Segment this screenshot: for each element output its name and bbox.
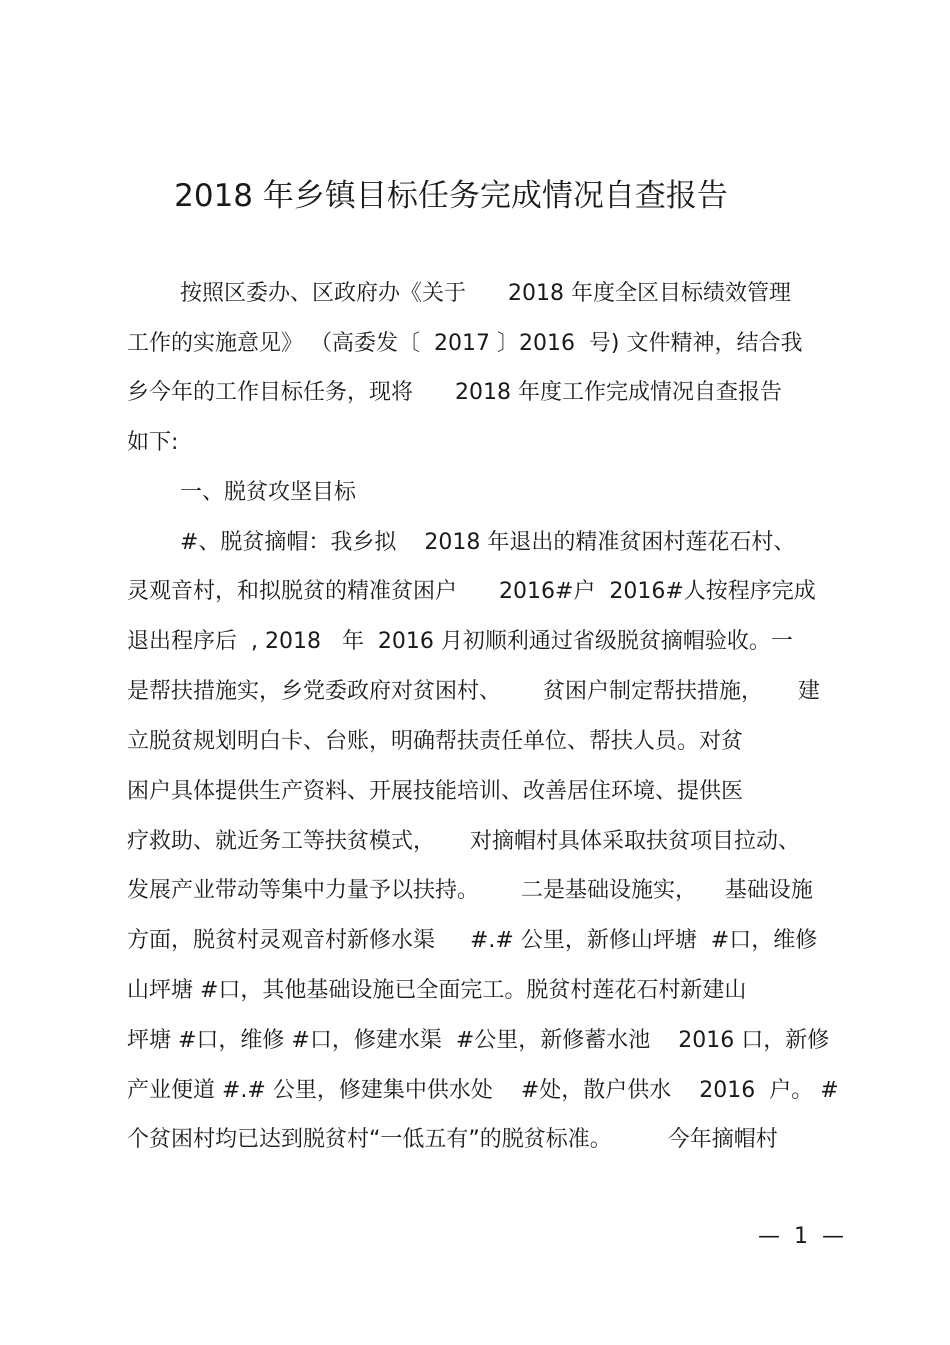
body-line: 个贫困村均已达到脱贫村“一低五有”的脱贫标准。 今年摘帽村 bbox=[127, 1127, 778, 1152]
body-line: 发展产业带动等集中力量予以扶持。 二是基础设施实， 基础设施 bbox=[127, 878, 813, 903]
page-number: — 1 — bbox=[758, 1224, 844, 1249]
body-line: 灵观音村，和拟脱贫的精准贫困户 2016#户 2016#人按程序完成 bbox=[127, 579, 816, 604]
body-line: 退出程序后 , 2018 年 2016 月初顺利通过省级脱贫摘帽验收。一 bbox=[127, 629, 793, 654]
section-heading: 一、脱贫攻坚目标 bbox=[180, 480, 357, 505]
body-line: 方面，脱贫村灵观音村新修水渠 #.# 公里，新修山坪塘 #口，维修 bbox=[127, 928, 818, 953]
body-line: 按照区委办、区政府办《关于 2018 年度全区目标绩效管理 bbox=[180, 281, 791, 306]
body-line: 坪塘 #口，维修 #口，修建水渠 #公里，新修蓄水池 2016 口，新修 bbox=[127, 1028, 830, 1053]
body-line: 疗救助、就近务工等扶贫模式， 对摘帽村具体采取扶贫项目拉动、 bbox=[127, 829, 800, 854]
body-line: 山坪塘 #口，其他基础设施已全面完工。脱贫村莲花石村新建山 bbox=[127, 978, 747, 1003]
body-line: 如下: bbox=[127, 430, 179, 455]
body-line: 困户具体提供生产资料、开展技能培训、改善居住环境、提供医 bbox=[127, 779, 744, 804]
body-line: 立脱贫规划明白卡、台账，明确帮扶责任单位、帮扶人员。对贫 bbox=[127, 729, 744, 754]
body-line: 产业便道 #.# 公里，修建集中供水处 #处，散户供水 2016 户。 # bbox=[127, 1078, 839, 1103]
body-line: 是帮扶措施实，乡党委政府对贫困村、 贫困户制定帮扶措施， 建 bbox=[127, 679, 820, 704]
body-line: #、脱贫摘帽：我乡拟 2018 年退出的精准贫困村莲花石村、 bbox=[180, 530, 796, 555]
document-title: 2018 年乡镇目标任务完成情况自查报告 bbox=[174, 178, 728, 214]
body-line: 工作的实施意见》 （高委发〔 2017 〕2016 号) 文件精神，结合我 bbox=[127, 331, 803, 356]
body-line: 乡今年的工作目标任务，现将 2018 年度工作完成情况自查报告 bbox=[127, 380, 782, 405]
